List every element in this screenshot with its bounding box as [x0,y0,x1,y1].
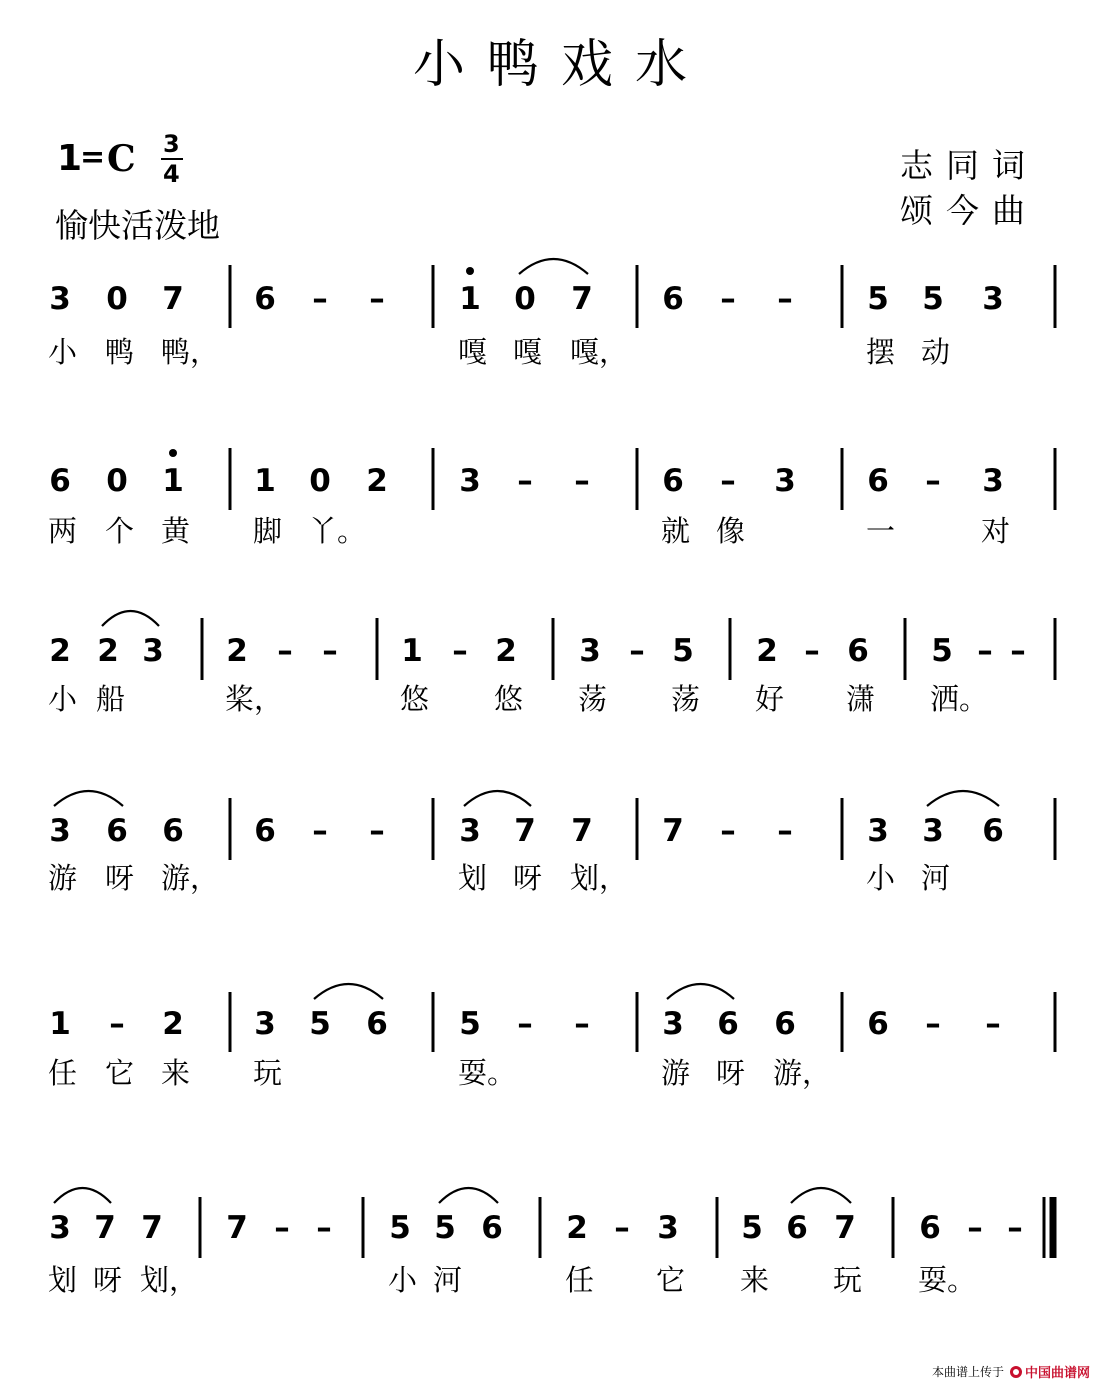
note: 5 [434,1210,456,1246]
hold-dash: – [967,1210,983,1246]
lyric-syllable: 鸭， [161,335,220,369]
note: 5 [867,281,889,317]
lyric-syllable: 桨， [225,682,284,716]
note: 0 [106,463,128,499]
note: 5 [459,1006,481,1042]
key-equals: = [80,140,106,175]
note: 7 [141,1210,163,1246]
hold-dash: – [517,1006,533,1042]
note: 2 [49,633,71,669]
lyric-syllable: 划 [458,861,488,895]
note: 3 [867,813,889,849]
lyric-syllable: 好 [755,682,785,716]
hold-dash: – [574,463,590,499]
lyric-syllable: 河 [921,861,951,895]
note: 0 [309,463,331,499]
lyric-syllable: 耍。 [918,1263,977,1297]
composer-credit: 颂今曲 [900,191,1038,230]
lyric-syllable: 摆 [866,335,896,369]
hold-dash: – [312,813,328,849]
note: 6 [774,1006,796,1042]
lyric-syllable: 来 [161,1056,191,1090]
lyric-syllable: 小 [388,1263,418,1297]
hold-dash: – [312,281,328,317]
note: 6 [162,813,184,849]
lyric-syllable: 动 [921,335,951,369]
note: 3 [254,1006,276,1042]
lyric-syllable: 来 [740,1263,770,1297]
note: 6 [662,463,684,499]
lyric-syllable: 河 [433,1263,463,1297]
lyric-syllable: 嘎 [513,335,543,369]
lyric-syllable: 呀 [93,1263,123,1297]
lyric-syllable: 小 [48,682,78,716]
hold-dash: – [274,1210,290,1246]
meter-numerator: 3 [163,130,180,158]
lyric-syllable: 小 [48,335,78,369]
note: 2 [756,633,778,669]
note: 3 [774,463,796,499]
lyric-syllable: 荡 [578,682,608,716]
note: 6 [106,813,128,849]
hold-dash: – [777,281,793,317]
note: 5 [672,633,694,669]
note: 6 [254,813,276,849]
lyric-syllable: 像 [716,514,746,548]
key-tonic-number: 1 [57,138,83,179]
note: 2 [495,633,517,669]
lyric-syllable: 船 [96,682,126,716]
hold-dash: – [629,633,645,669]
note: 6 [366,1006,388,1042]
high-octave-dot [169,449,177,457]
note: 7 [514,813,536,849]
lyric-syllable: 玩 [833,1263,863,1297]
hold-dash: – [925,1006,941,1042]
note: 3 [459,813,481,849]
tie-slur [464,791,531,806]
lyric-syllable: 游 [661,1056,691,1090]
hold-dash: – [452,633,468,669]
hold-dash: – [369,281,385,317]
tie-slur [314,984,383,999]
hold-dash: – [720,463,736,499]
note: 1 [459,281,481,317]
note: 2 [162,1006,184,1042]
lyric-syllable: 潇 [846,682,876,716]
note: 2 [97,633,119,669]
hold-dash: – [1007,1210,1023,1246]
hold-dash: – [517,463,533,499]
note: 6 [867,463,889,499]
lyricist-credit: 志同词 [900,146,1038,185]
lyric-syllable: 荡 [671,682,701,716]
lyric-syllable: 两 [48,514,78,548]
note: 6 [982,813,1004,849]
lyric-syllable: 嘎， [570,335,629,369]
note: 5 [931,633,953,669]
tempo-marking: 愉快活泼地 [55,206,220,245]
note: 6 [254,281,276,317]
hold-dash: – [720,813,736,849]
hold-dash: – [574,1006,590,1042]
note: 6 [867,1006,889,1042]
note: 3 [982,281,1004,317]
note: 3 [662,1006,684,1042]
logo-mark-icon [1010,1366,1022,1378]
tie-slur [54,1188,111,1203]
lyric-syllable: 洒。 [930,682,989,716]
footer-text: 本曲谱上传于 [931,1365,1004,1379]
hold-dash: – [614,1210,630,1246]
note: 1 [401,633,423,669]
hold-dash: – [977,633,993,669]
tie-slur [519,259,588,274]
hold-dash: – [109,1006,125,1042]
note: 7 [571,813,593,849]
note: 3 [49,1210,71,1246]
note: 1 [254,463,276,499]
lyric-syllable: 耍。 [458,1056,517,1090]
note: 2 [366,463,388,499]
hold-dash: – [369,813,385,849]
note: 0 [106,281,128,317]
site-logo[interactable] [1010,1362,1090,1381]
lyric-syllable: 悠 [400,682,430,716]
hold-dash: – [1010,633,1026,669]
high-octave-dot [466,267,474,275]
hold-dash: – [720,281,736,317]
lyric-syllable: 它 [105,1056,135,1090]
page-title: 小鸭戏水 [412,35,709,95]
note: 7 [834,1210,856,1246]
lyric-syllable: 任 [48,1056,78,1090]
hold-dash: – [277,633,293,669]
note: 5 [389,1210,411,1246]
note: 1 [162,463,184,499]
lyric-syllable: 呀 [513,861,543,895]
note: 6 [49,463,71,499]
site-logo-text: 中国曲谱网 [1024,1366,1090,1381]
note: 1 [49,1006,71,1042]
lyric-syllable: 呀 [105,861,135,895]
note: 6 [919,1210,941,1246]
note: 5 [309,1006,331,1042]
lyric-syllable: 划， [570,861,629,895]
note: 3 [142,633,164,669]
hold-dash: – [925,463,941,499]
tie-slur [54,791,123,806]
note: 7 [226,1210,248,1246]
note: 7 [94,1210,116,1246]
note: 5 [922,281,944,317]
hold-dash: – [316,1210,332,1246]
hold-dash: – [777,813,793,849]
note: 6 [717,1006,739,1042]
note: 6 [847,633,869,669]
lyric-syllable: 划 [48,1263,78,1297]
lyric-syllable: 小 [866,861,896,895]
note: 3 [982,463,1004,499]
lyric-syllable: 呀 [716,1056,746,1090]
lyric-syllable: 游， [161,861,220,895]
note: 3 [49,281,71,317]
note: 3 [579,633,601,669]
lyric-syllable: 任 [565,1263,595,1297]
note: 2 [226,633,248,669]
note: 0 [514,281,536,317]
tie-slur [439,1188,498,1203]
lyric-syllable: 悠 [494,682,524,716]
note: 6 [662,281,684,317]
lyric-syllable: 嘎 [458,335,488,369]
tie-slur [667,984,734,999]
note: 3 [657,1210,679,1246]
hold-dash: – [322,633,338,669]
lyric-syllable: 对 [981,514,1011,548]
lyric-syllable: 玩 [253,1056,283,1090]
key-letter: C [107,138,136,180]
lyric-syllable: 划， [140,1263,199,1297]
lyric-syllable: 游， [773,1056,832,1090]
lyric-syllable: 脚 [253,514,283,548]
lyric-syllable: 丫。 [308,514,367,548]
note: 7 [571,281,593,317]
note: 3 [49,813,71,849]
note: 2 [566,1210,588,1246]
meter-denominator: 4 [163,160,180,188]
lyric-syllable: 它 [656,1263,686,1297]
hold-dash: – [804,633,820,669]
lyric-syllable: 个 [105,514,135,548]
hold-dash: – [985,1006,1001,1042]
note: 6 [481,1210,503,1246]
note: 3 [459,463,481,499]
lyric-syllable: 鸭 [105,335,135,369]
note: 7 [662,813,684,849]
note: 5 [741,1210,763,1246]
note: 7 [162,281,184,317]
tie-slur [927,791,999,806]
note: 6 [786,1210,808,1246]
lyric-syllable: 就 [661,514,691,548]
note: 3 [922,813,944,849]
lyric-syllable: 一 [866,514,896,548]
footer-credit [932,1362,1090,1381]
lyric-syllable: 黄 [161,514,191,548]
tie-slur [791,1188,851,1203]
lyric-syllable: 游 [48,861,78,895]
tie-slur [102,611,159,626]
